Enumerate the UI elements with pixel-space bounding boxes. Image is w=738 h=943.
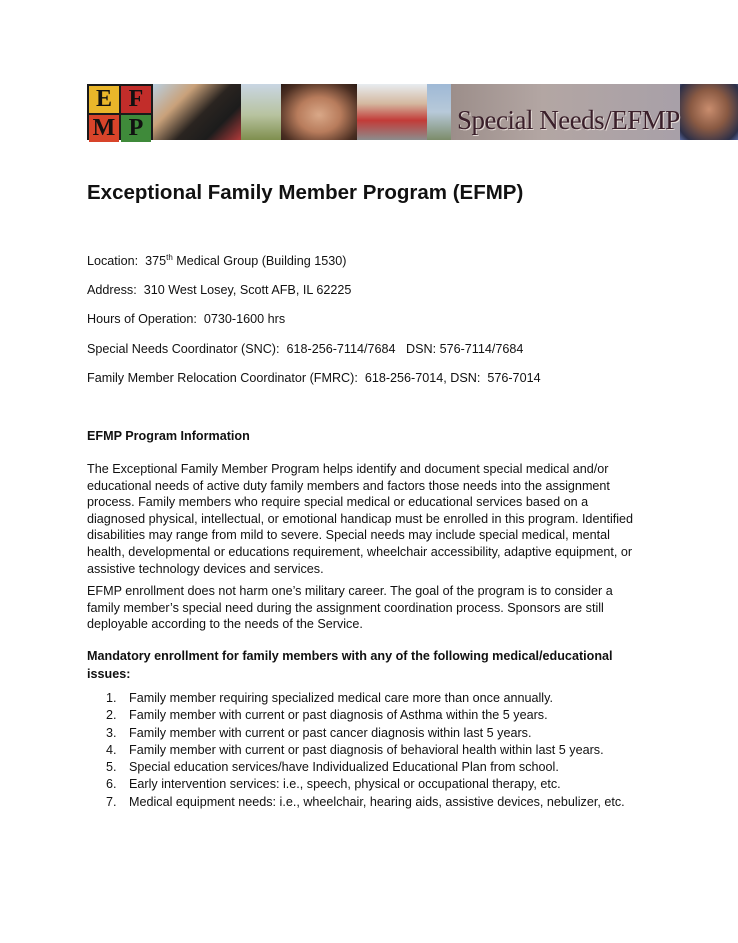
fmrc-value: 618-256-7014, DSN: 576-7014 [364,371,541,385]
mandatory-heading: Mandatory enrollment for family members with any of the following medical/educational issues: [87,649,613,681]
list-number: 7. [106,794,117,809]
hours-label: Hours of Operation: [87,312,197,326]
photo-boy-portrait [281,84,357,140]
address-line [87,283,351,297]
location-line [87,254,346,268]
page-title: Exceptional Family Member Program (EFMP) [87,181,524,204]
photo-outdoor-field [241,84,281,140]
banner-caption-area [451,84,680,140]
list-number: 2. [106,708,117,723]
list-text: Family member with current or past diagnosis of Asthma within the 5 years. [129,708,548,723]
list-item [87,690,632,707]
list-text: Medical equipment needs: i.e., wheelchair, hearing aids, assistive devices, nebulizer, etc. [129,794,625,809]
hours-line [87,312,285,326]
list-item [87,794,632,811]
list-number: 3. [106,725,117,740]
list-number: 1. [106,691,117,705]
logo-letter-f: F [121,86,151,113]
list-text: Special education services/have Individualized Educational Plan from school. [129,760,559,775]
location-sup: th [166,253,173,262]
location-label: Location: [87,254,139,268]
efmp-logo [87,84,153,140]
photo-child-cheering [357,84,427,140]
list-item [87,776,632,793]
location-suffix: Medical Group (Building 1530) [172,254,347,268]
hours-value: 0730-1600 hrs [203,312,286,326]
list-item [87,725,632,742]
photo-kids-outdoors [427,84,451,140]
list-item [87,759,632,776]
program-heading: EFMP Program Information [87,429,250,443]
photo-child-with-dog [153,84,241,140]
list-number: 5. [106,760,117,775]
list-text: Family member with current or past diagnosis of behavioral health within last 5 years. [129,742,604,757]
requirements-list [87,690,632,811]
address-label: Address: [87,283,137,297]
list-number: 6. [106,777,117,792]
logo-letter-p: P [121,115,151,142]
snc-label: Special Needs Coordinator (SNC): [87,342,280,356]
photo-woman-smiling [680,84,738,140]
list-item [87,707,632,724]
location-prefix: 375 [145,254,167,268]
address-value: 310 West Losey, Scott AFB, IL 62225 [143,283,352,297]
fmrc-line [87,371,541,385]
list-text: Early intervention services: i.e., speech, physical or occupational therapy, etc. [129,777,561,792]
snc-line [87,342,523,356]
logo-letter-e: E [89,86,119,113]
logo-letter-m: M [89,115,119,142]
list-number: 4. [106,742,117,757]
fmrc-label: Family Member Relocation Coordinator (FMRC): [87,371,358,385]
list-text: Family member with current or past cancer diagnosis within last 5 years. [129,725,532,740]
banner-caption: Special Needs/EFMP [457,105,680,135]
list-item [87,742,632,759]
enrollment-note: EFMP enrollment does not harm one’s military career. The goal of the program is to consider a family member’s special need during the assignment coordination process. Sponsors are still deployable according to the needs of the Service. [87,584,613,632]
snc-value: 618-256-7114/7684 DSN: 576-7114/7684 [286,342,524,356]
program-description: The Exceptional Family Member Program helps identify and document special medical and/or educational needs of active duty family members and factors those needs into the assignment process. Family members who require special medical or educational services based on a diagnosed physical, intellectual, or emotional handicap must be enrolled in this program. Identified disabilities may range from mild to severe. Special needs may include special medical, mental health, developmental or educations requirement, wheelchair accessibility, adaptive equipment, or assistive technology devices and services. [87,462,634,576]
list-text: Family member requiring specialized medical care more than once annually. [129,691,553,705]
efmp-banner [87,84,680,141]
